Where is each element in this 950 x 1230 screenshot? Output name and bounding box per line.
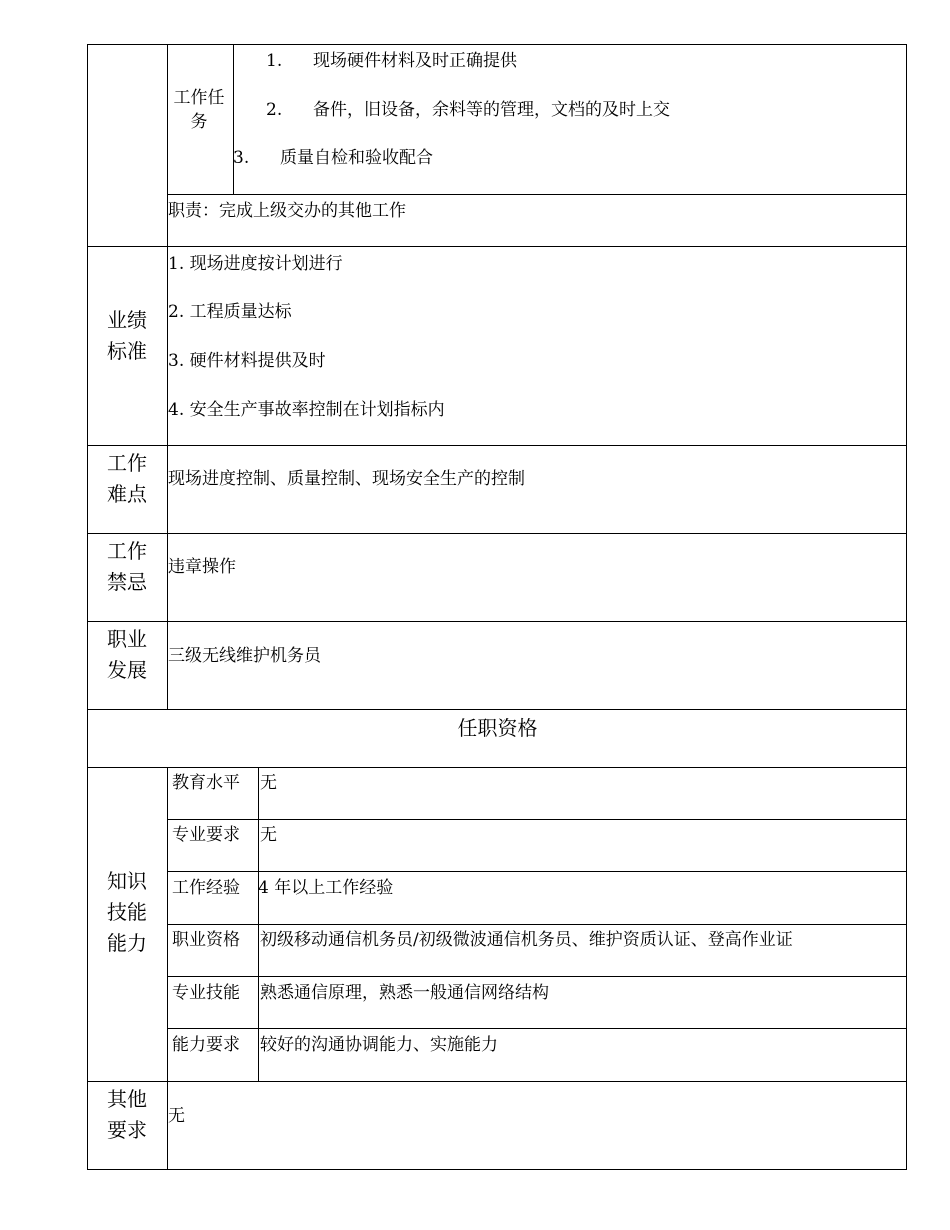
qualification-row-value: 熟悉通信原理，熟悉一般通信网络结构	[260, 983, 549, 1003]
difficulty-label: 工作难点	[107, 451, 147, 506]
table-border-right	[906, 44, 907, 1170]
qualification-row-label: 教育水平	[172, 773, 240, 793]
task-label: 工作任务	[173, 88, 225, 132]
career-label: 职业发展	[107, 627, 147, 682]
task-number: 2.	[266, 100, 283, 120]
task-text: 备件，旧设备，余料等的管理，文档的及时上交	[313, 100, 670, 120]
other-value: 无	[168, 1106, 185, 1126]
row-divider	[87, 246, 907, 247]
qualification-row-label: 专业要求	[172, 825, 240, 845]
task-text: 现场硬件材料及时正确提供	[313, 51, 517, 71]
task-number: 1.	[266, 51, 283, 71]
row-divider	[87, 533, 907, 534]
table-border-bottom	[87, 1169, 907, 1170]
performance-item: 4. 安全生产事故率控制在计划指标内	[168, 400, 445, 420]
difficulty-text: 现场进度控制、质量控制、现场安全生产的控制	[168, 469, 525, 489]
qualification-row-value: 初级移动通信机务员/初级微波通信机务员、维护资质认证、登高作业证	[260, 930, 793, 950]
row-divider	[167, 871, 907, 872]
taboo-text: 违章操作	[168, 557, 236, 577]
row-divider	[167, 819, 907, 820]
qualification-row-label: 工作经验	[172, 878, 240, 898]
row-divider	[167, 1028, 907, 1029]
other-duty-text: 职责：完成上级交办的其他工作	[168, 201, 406, 221]
row-divider	[87, 445, 907, 446]
qualification-row-value: 无	[260, 825, 277, 845]
row-divider	[167, 194, 907, 195]
column-divider	[233, 44, 234, 195]
row-divider	[87, 709, 907, 710]
qualification-title: 任职资格	[457, 716, 538, 740]
qualification-row-value: 4 年以上工作经验	[258, 878, 394, 898]
qualification-row-value: 无	[260, 773, 277, 793]
column-divider	[258, 767, 259, 1082]
row-divider	[167, 976, 907, 977]
knowledge-label: 知识技能能力	[107, 869, 147, 955]
row-divider	[87, 767, 907, 768]
task-text: 质量自检和验收配合	[280, 148, 433, 168]
qualification-row-label: 职业资格	[172, 930, 240, 950]
row-divider	[87, 621, 907, 622]
row-divider	[87, 1081, 907, 1082]
performance-item: 3. 硬件材料提供及时	[168, 351, 326, 371]
column-divider	[167, 44, 168, 710]
qualification-row-value: 较好的沟通协调能力、实施能力	[260, 1035, 498, 1055]
task-number: 3.	[233, 148, 250, 168]
performance-label: 业绩标准	[107, 308, 147, 363]
other-label: 其他要求	[107, 1087, 147, 1142]
table-border-left	[87, 44, 88, 1170]
qualification-row-label: 专业技能	[172, 983, 240, 1003]
taboo-label: 工作禁忌	[107, 539, 147, 594]
career-text: 三级无线维护机务员	[168, 646, 321, 666]
table-border-top	[87, 44, 907, 45]
performance-item: 2. 工程质量达标	[168, 302, 292, 322]
row-divider	[167, 924, 907, 925]
performance-item: 1. 现场进度按计划进行	[168, 254, 343, 274]
qualification-row-label: 能力要求	[172, 1035, 240, 1055]
